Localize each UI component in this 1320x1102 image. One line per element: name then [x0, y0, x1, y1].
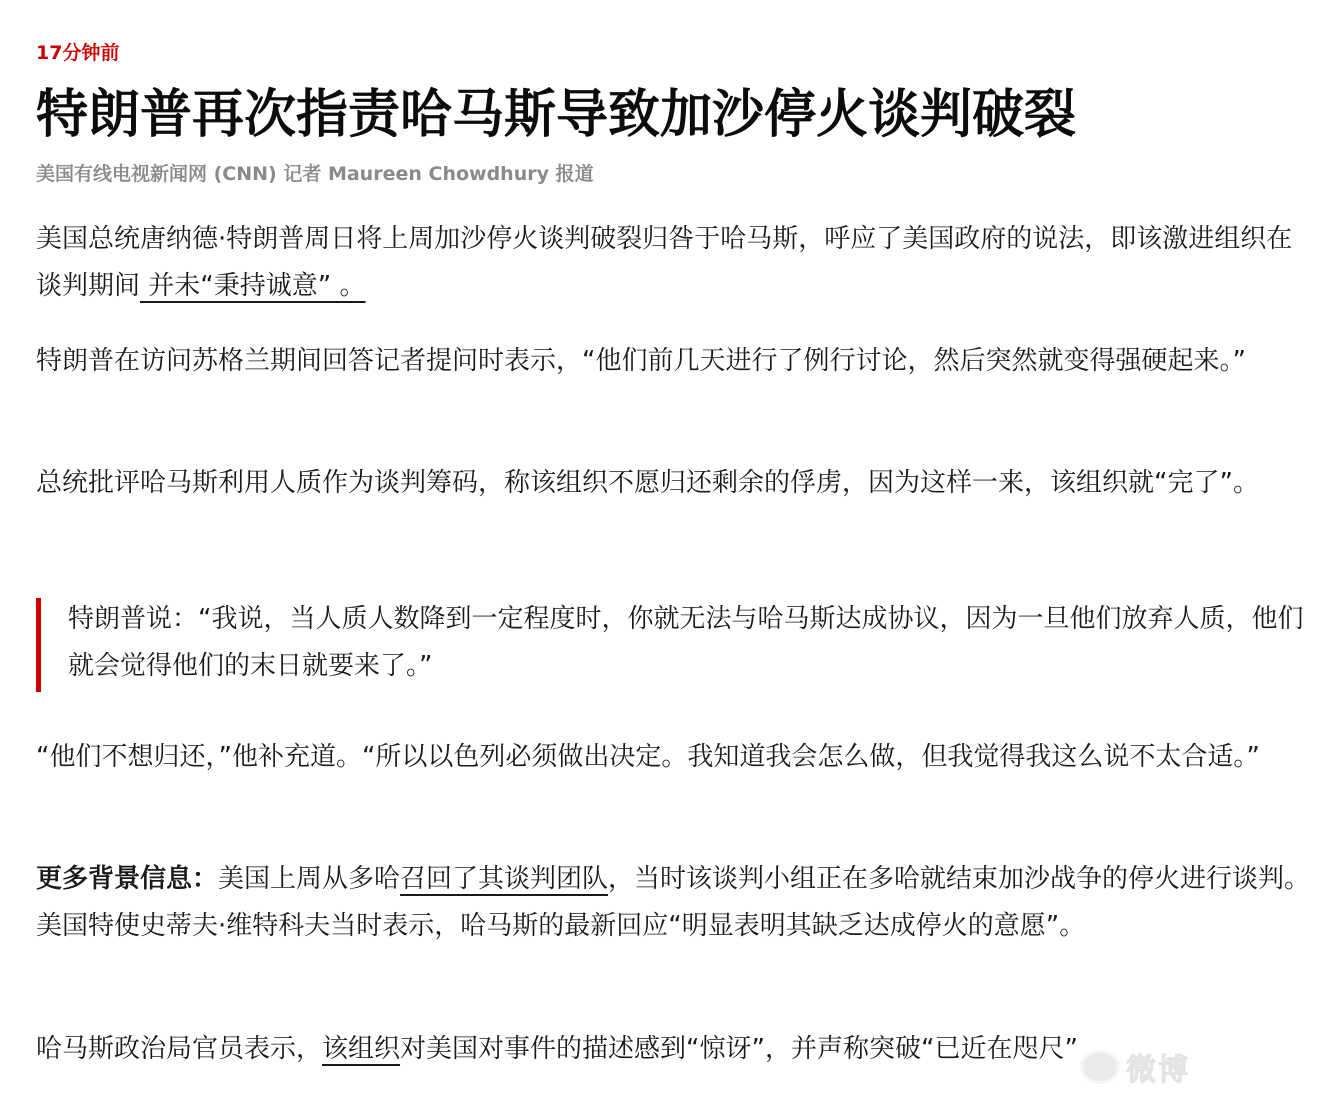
good-faith-link[interactable]: 并未“秉持诚意” 。	[140, 271, 366, 301]
paragraph-7-text-before: 哈马斯政治局官员表示，	[36, 1034, 323, 1064]
quote-accent-bar	[36, 598, 41, 692]
byline: 美国有线电视新闻网 (CNN) 记者 Maureen Chowdhury 报道	[36, 163, 594, 185]
paragraph-6	[36, 856, 1316, 950]
pull-quote: 特朗普说：“我说，当人质人数降到一定程度时，你就无法与哈马斯达成协议，因为一旦他们放弃人质，他们就会觉得他们的末日就要来了。”	[68, 604, 1304, 681]
organization-link[interactable]: 该组织	[322, 1034, 401, 1064]
paragraph-1-text: 美国总统唐纳德·特朗普周日将上周加沙停火谈判破裂归咎于哈马斯，呼应了美国政府的说法，即该激进组织在谈判期间	[36, 224, 1293, 301]
timestamp: 17分钟前	[36, 42, 120, 64]
recalled-team-link[interactable]: 召回了其谈判团队	[400, 864, 609, 894]
watermark-text: 微博	[1126, 1053, 1190, 1088]
paragraph-6-text-after: ，当时该谈判小组正在多哈就结束加沙战争的停火进行谈判。美国特使史蒂夫·维特科夫当时表示，哈马斯的最新回应“明显表明其缺乏达成停火的意愿”。	[36, 864, 1311, 941]
paragraph-1	[36, 216, 1312, 310]
paragraph-2: 特朗普在访问苏格兰期间回答记者提问时表示，“他们前几天进行了例行讨论，然后突然就变得强硬起来。”	[36, 346, 1246, 376]
weibo-logo-icon	[1080, 1050, 1120, 1084]
weibo-watermark	[1080, 1044, 1312, 1090]
paragraph-5: “他们不想归还，”他补充道。“所以以色列必须做出决定。我知道我会怎么做，但我觉得我这么说不太合适。”	[36, 742, 1260, 772]
headline: 特朗普再次指责哈马斯导致加沙停火谈判破裂	[36, 85, 1077, 145]
paragraph-6-text-before: 美国上周从多哈	[218, 864, 401, 894]
paragraph-3: 总统批评哈马斯利用人质作为谈判筹码，称该组织不愿归还剩余的俘虏，因为这样一来，该组织就“完了”。	[36, 468, 1259, 498]
paragraph-7-text-after: 对美国对事件的描述感到“惊讶”，并声称突破“已近在咫尺”	[400, 1034, 1078, 1064]
background-label: 更多背景信息：	[36, 864, 219, 894]
